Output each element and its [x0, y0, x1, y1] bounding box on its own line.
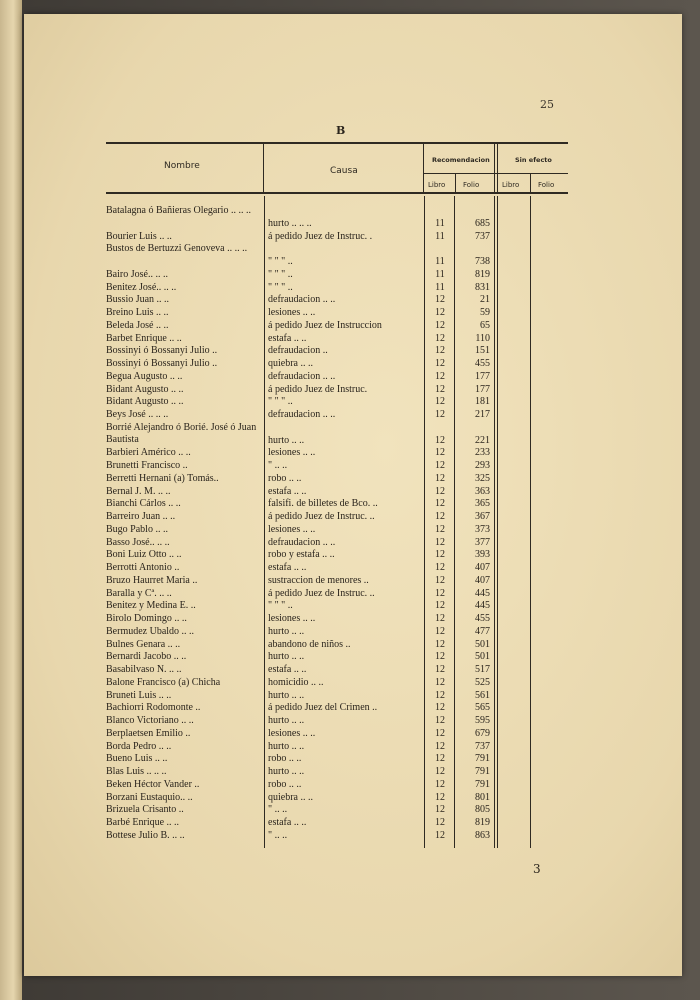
entry-cause: á pedido Juez de Instruccion	[268, 319, 382, 331]
entry-libro: 11	[435, 256, 445, 268]
table-row	[104, 804, 574, 817]
entry-libro: 12	[435, 676, 445, 688]
entry-folio: 738	[475, 256, 490, 268]
entry-folio: 365	[475, 498, 490, 510]
entry-name: Boni Luiz Otto .. ..	[106, 549, 182, 561]
column-divider-libro	[455, 174, 456, 194]
entry-folio: 737	[475, 740, 490, 752]
column-divider-name	[263, 144, 264, 194]
register-table	[104, 205, 574, 843]
entry-libro: 12	[435, 434, 445, 446]
entry-cause: estafa .. ..	[268, 562, 307, 573]
entry-libro: 12	[435, 829, 445, 841]
entry-folio: 21	[480, 294, 490, 306]
entry-libro: 12	[435, 715, 445, 726]
column-divider-recom-2	[497, 144, 498, 194]
table-row	[104, 715, 574, 728]
entry-cause: quiebra .. ..	[268, 358, 313, 369]
entry-name: Breino Luis .. ..	[106, 307, 169, 318]
entry-cause: lesiones .. ..	[268, 613, 316, 624]
table-row	[104, 779, 574, 792]
entry-name: Bruzo Haurret Maria ..	[106, 574, 198, 586]
entry-folio: 455	[475, 358, 490, 369]
entry-folio: 517	[475, 664, 490, 675]
table-row	[104, 524, 574, 537]
entry-libro: 12	[435, 511, 445, 522]
entry-folio: 65	[480, 319, 490, 331]
entry-cause: á pedido Juez del Crimen ..	[268, 702, 378, 714]
table-row	[104, 307, 574, 320]
entry-cause: á pedido Juez de Instruc.	[268, 383, 368, 395]
entry-folio: 367	[475, 511, 490, 522]
header-recomendacion: Recomendacion	[432, 156, 490, 164]
table-row	[104, 575, 574, 588]
entry-folio: 221	[475, 434, 490, 446]
entry-name: Begua Augusto .. ..	[106, 370, 183, 382]
entry-name: Bulnes Genara .. ..	[106, 638, 181, 650]
entry-libro: 12	[435, 651, 445, 663]
entry-cause: " " " ..	[268, 256, 293, 268]
entry-libro: 12	[435, 664, 445, 675]
entry-name: Beys José .. .. ..	[106, 409, 169, 420]
section-letter: B	[336, 124, 346, 137]
table-row	[104, 766, 574, 779]
entry-cause: hurto .. ..	[268, 651, 305, 663]
entry-cause: defraudacion .. ..	[268, 536, 336, 548]
entry-folio: 377	[475, 536, 490, 548]
entry-name: Bidant Augusto .. ..	[106, 383, 184, 395]
table-row	[104, 231, 574, 244]
header-causa: Causa	[330, 166, 358, 176]
entry-name: Bottese Julio B. .. ..	[106, 829, 185, 841]
entry-libro: 12	[435, 485, 445, 497]
entry-cause: á pedido Juez de Instruc. .	[268, 230, 373, 242]
entry-cause: defraudacion ..	[268, 345, 328, 357]
entry-name: Borzani Eustaquio.. ..	[106, 791, 193, 803]
table-row	[104, 345, 574, 358]
table-row	[104, 498, 574, 511]
entry-name: Barreiro Juan .. ..	[106, 511, 176, 522]
entry-cause: robo y estafa .. ..	[268, 549, 335, 561]
entry-libro: 12	[435, 319, 445, 331]
entry-name: Benitez José.. .. ..	[106, 281, 177, 293]
entry-libro: 11	[435, 281, 445, 293]
table-row	[104, 333, 574, 346]
entry-cause: " " " ..	[268, 600, 293, 612]
entry-name: Bernal J. M. .. ..	[106, 485, 171, 497]
entry-folio: 217	[475, 409, 490, 420]
entry-libro: 12	[435, 460, 445, 471]
table-row	[104, 473, 574, 486]
entry-name: Batalagna ó Bañieras Olegario .. .. ..	[106, 205, 251, 216]
entry-name: Bachiorri Rodomonte ..	[106, 702, 201, 714]
entry-folio: 791	[475, 753, 490, 765]
entry-name: Bustos de Bertuzzi Genoveva .. .. ..	[106, 243, 248, 255]
entry-name: Bourier Luis .. ..	[106, 230, 172, 242]
entry-name: Blanco Victoriano .. ..	[106, 715, 194, 726]
entry-name: Brunetti Francisco ..	[106, 460, 188, 471]
entry-libro: 12	[435, 345, 445, 357]
entry-libro: 12	[435, 549, 445, 561]
entry-libro: 12	[435, 727, 445, 739]
entry-folio: 737	[475, 230, 490, 242]
entry-name: Barbet Enrique .. ..	[106, 332, 182, 344]
table-row	[104, 817, 574, 830]
entry-cause: hurto .. ..	[268, 766, 305, 777]
table-row	[104, 664, 574, 677]
entry-folio: 863	[475, 829, 490, 841]
column-divider-recom	[494, 144, 495, 194]
entry-libro: 12	[435, 753, 445, 765]
table-row	[104, 741, 574, 754]
table-row	[104, 358, 574, 371]
table-row	[104, 243, 574, 269]
entry-name: Barbieri Américo .. ..	[106, 447, 191, 459]
column-divider-cause	[423, 144, 424, 194]
entry-cause: á pedido Juez de Instruc. ..	[268, 511, 375, 522]
table-row	[104, 588, 574, 601]
entry-name: Baralla y Cª. .. ..	[106, 587, 172, 599]
entry-cause: homicidio .. ..	[268, 676, 324, 688]
entry-libro: 12	[435, 587, 445, 599]
table-row	[104, 282, 574, 295]
entry-libro: 12	[435, 778, 445, 790]
entry-folio: 59	[480, 307, 490, 318]
entry-name: Beken Héctor Vander ..	[106, 778, 200, 790]
entry-libro: 12	[435, 817, 445, 828]
header-nombre: Nombre	[164, 161, 200, 171]
table-row	[104, 562, 574, 575]
entry-cause: robo .. ..	[268, 778, 302, 790]
entry-folio: 791	[475, 778, 490, 790]
entry-cause: lesiones .. ..	[268, 307, 316, 318]
entry-libro: 12	[435, 574, 445, 586]
table-row	[104, 639, 574, 652]
entry-folio: 110	[475, 332, 490, 344]
entry-name: Bussio Juan .. ..	[106, 294, 170, 306]
entry-libro: 12	[435, 383, 445, 395]
table-row	[104, 651, 574, 664]
entry-libro: 12	[435, 523, 445, 535]
entry-cause: sustraccion de menores ..	[268, 574, 369, 586]
entry-libro: 12	[435, 613, 445, 624]
table-row	[104, 396, 574, 409]
column-divider-libro2	[530, 174, 531, 194]
entry-cause: defraudacion .. ..	[268, 409, 336, 420]
entry-cause: hurto .. ..	[268, 715, 305, 726]
entry-libro: 12	[435, 638, 445, 650]
entry-libro: 12	[435, 332, 445, 344]
entry-folio: 151	[475, 345, 490, 357]
entry-cause: hurto .. ..	[268, 740, 305, 752]
entry-folio: 595	[475, 715, 490, 726]
entry-name: Benitez y Medina E. ..	[106, 600, 196, 612]
entry-libro: 12	[435, 766, 445, 777]
entry-folio: 233	[475, 447, 490, 459]
table-row	[104, 702, 574, 715]
entry-folio: 181	[475, 396, 490, 408]
header-libro-2: Libro	[502, 181, 520, 189]
table-row	[104, 447, 574, 460]
entry-name: Bermudez Ubaldo .. ..	[106, 625, 195, 637]
entry-name: Bianchi Cárlos .. ..	[106, 498, 181, 510]
entry-folio: 501	[475, 651, 490, 663]
entry-folio: 791	[475, 766, 490, 777]
entry-folio: 177	[475, 383, 490, 395]
entry-cause: " " " ..	[268, 281, 293, 293]
entry-folio: 445	[475, 600, 490, 612]
entry-cause: " " " ..	[268, 396, 293, 408]
table-row	[104, 830, 574, 843]
table-row	[104, 613, 574, 626]
table-row	[104, 460, 574, 473]
header-sub-rule	[424, 173, 568, 174]
entry-libro: 11	[435, 268, 445, 280]
entry-libro: 12	[435, 689, 445, 701]
entry-folio: 561	[475, 689, 490, 701]
header-libro: Libro	[428, 181, 446, 189]
entry-name: Bernardi Jacobo .. ..	[106, 651, 187, 663]
table-row	[104, 371, 574, 384]
entry-folio: 293	[475, 460, 490, 471]
entry-name: Blas Luis .. .. ..	[106, 766, 167, 777]
entry-name: Bairo José.. .. ..	[106, 268, 168, 280]
entry-cause: " .. ..	[268, 804, 288, 816]
entry-folio: 325	[475, 472, 490, 484]
header-folio: Folio	[463, 181, 480, 189]
table-row	[104, 537, 574, 550]
entry-cause: lesiones .. ..	[268, 727, 316, 739]
entry-libro: 12	[435, 536, 445, 548]
table-row	[104, 690, 574, 703]
entry-folio: 177	[475, 370, 490, 382]
entry-name: Bidant Augusto .. ..	[106, 396, 184, 408]
entry-cause: " .. ..	[268, 829, 288, 841]
entry-libro: 12	[435, 804, 445, 816]
table-row	[104, 626, 574, 639]
entry-cause: " .. ..	[268, 460, 288, 471]
table-row	[104, 600, 574, 613]
table-row	[104, 320, 574, 333]
table-row	[104, 422, 574, 448]
entry-libro: 11	[435, 230, 445, 242]
entry-name: Basabilvaso N. .. ..	[106, 664, 182, 675]
table-row	[104, 205, 574, 231]
entry-cause: estafa .. ..	[268, 485, 307, 497]
entry-libro: 12	[435, 294, 445, 306]
entry-libro: 12	[435, 370, 445, 382]
table-row	[104, 486, 574, 499]
entry-folio: 819	[475, 817, 490, 828]
entry-cause: " " " ..	[268, 268, 293, 280]
entry-folio: 801	[475, 791, 490, 803]
entry-cause: defraudacion .. ..	[268, 294, 336, 306]
book-spine	[0, 0, 22, 1000]
entry-folio: 373	[475, 523, 490, 535]
table-row	[104, 294, 574, 307]
entry-name: Bossinyi ó Bossanyi Julio ..	[106, 358, 218, 369]
entry-name: Birolo Domingo .. ..	[106, 613, 187, 624]
entry-libro: 12	[435, 702, 445, 714]
entry-name: Berretti Hernani (a) Tomás..	[106, 472, 219, 484]
header-bottom-rule	[106, 192, 568, 194]
entry-libro: 12	[435, 472, 445, 484]
entry-cause: estafa .. ..	[268, 332, 307, 344]
entry-cause: lesiones .. ..	[268, 447, 316, 459]
entry-folio: 393	[475, 549, 490, 561]
entry-name: Bueno Luis .. ..	[106, 753, 168, 765]
entry-folio: 805	[475, 804, 490, 816]
entry-cause: estafa .. ..	[268, 817, 307, 828]
table-row	[104, 409, 574, 422]
entry-name: Barbé Enrique .. ..	[106, 817, 180, 828]
entry-folio: 501	[475, 638, 490, 650]
entry-name: Basso José.. .. ..	[106, 536, 170, 548]
table-row	[104, 549, 574, 562]
entry-cause: quiebra .. ..	[268, 791, 313, 803]
entry-folio: 679	[475, 727, 490, 739]
table-row	[104, 728, 574, 741]
table-row	[104, 753, 574, 766]
entry-libro: 12	[435, 562, 445, 573]
entry-name: Beleda José .. ..	[106, 319, 169, 331]
entry-folio: 525	[475, 676, 490, 688]
header-sin-efecto: Sin efecto	[515, 156, 552, 164]
entry-libro: 12	[435, 396, 445, 408]
entry-name: Borrié Alejandro ó Borié. José ó Juan Bautista	[106, 421, 257, 446]
header-top-rule	[106, 142, 568, 144]
entry-name: Berplaetsen Emilio ..	[106, 727, 191, 739]
table-row	[104, 384, 574, 397]
table-row	[104, 269, 574, 282]
entry-libro: 12	[435, 498, 445, 510]
entry-name: Berrotti Antonio ..	[106, 562, 180, 573]
entry-cause: falsifi. de billetes de Bco. ..	[268, 498, 378, 510]
entry-name: Bruneti Luis .. ..	[106, 689, 172, 701]
entry-folio: 565	[475, 702, 490, 714]
entry-name: Borda Pedro .. ..	[106, 740, 172, 752]
entry-libro: 12	[435, 600, 445, 612]
entry-cause: lesiones .. ..	[268, 523, 316, 535]
entry-folio: 363	[475, 485, 490, 497]
table-row	[104, 511, 574, 524]
entry-libro: 12	[435, 307, 445, 318]
footer-number: 3	[533, 862, 541, 876]
entry-name: Bossinyi ó Bossanyi Julio ..	[106, 345, 218, 357]
entry-cause: hurto .. ..	[268, 625, 305, 637]
entry-cause: robo .. ..	[268, 472, 302, 484]
table-row	[104, 677, 574, 690]
entry-libro: 12	[435, 740, 445, 752]
entry-cause: hurto .. .. ..	[268, 218, 312, 229]
entry-libro: 12	[435, 409, 445, 420]
entry-libro: 12	[435, 358, 445, 369]
entry-folio: 477	[475, 625, 490, 637]
entry-name: Balone Francisco (a) Chicha	[106, 676, 221, 688]
entry-cause: robo .. ..	[268, 753, 302, 765]
page-number: 25	[540, 98, 554, 111]
entry-folio: 819	[475, 268, 490, 280]
entry-libro: 12	[435, 791, 445, 803]
entry-cause: abandono de niños ..	[268, 638, 351, 650]
entry-folio: 455	[475, 613, 490, 624]
entry-folio: 407	[475, 562, 490, 573]
entry-folio: 445	[475, 587, 490, 599]
entry-name: Bugo Pablo .. ..	[106, 523, 168, 535]
entry-folio: 685	[475, 218, 490, 229]
entry-cause: hurto .. ..	[268, 434, 305, 446]
entry-folio: 407	[475, 574, 490, 586]
entry-cause: estafa .. ..	[268, 664, 307, 675]
entry-libro: 12	[435, 447, 445, 459]
entry-folio: 831	[475, 281, 490, 293]
table-row	[104, 792, 574, 805]
entry-name: Brizuela Crisanto ..	[106, 804, 184, 816]
entry-cause: defraudacion .. ..	[268, 370, 336, 382]
header-folio-2: Folio	[538, 181, 555, 189]
entry-libro: 12	[435, 625, 445, 637]
entry-cause: á pedido Juez de Instruc. ..	[268, 587, 375, 599]
entry-libro: 11	[435, 218, 445, 229]
entry-cause: hurto .. ..	[268, 689, 305, 701]
